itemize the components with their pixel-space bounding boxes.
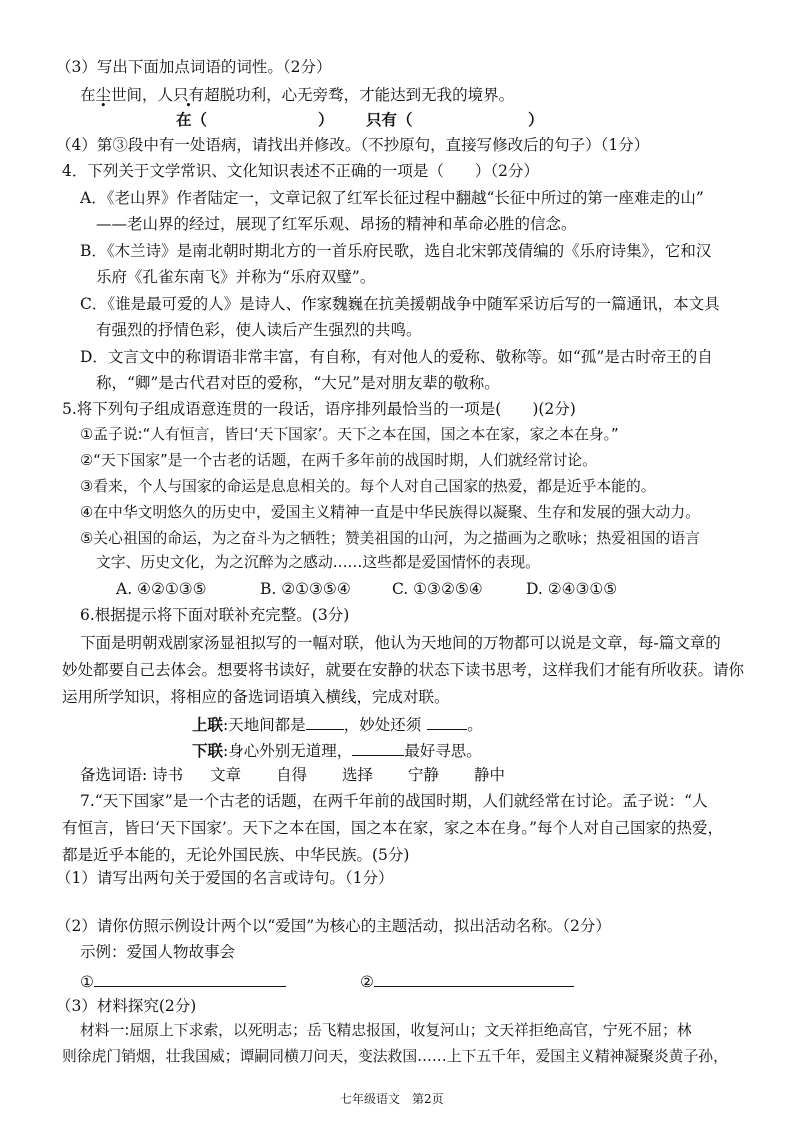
- q5-option-d: D. ②④③①⑤: [526, 580, 618, 598]
- answer-zhiyou-label: 只有（: [366, 110, 413, 129]
- q4-option-b-line1: B．《木兰诗》是南北朝时期北方的一首乐府民歌，选自北宋郭茂倩编的《乐府诗集》，它和汉: [80, 242, 712, 260]
- activity-blank-1[interactable]: [94, 970, 286, 987]
- candidate-word: 静中: [473, 766, 505, 784]
- q3-4: （4）第③段中有一处语病，请找出并修改。（不抄原句，直接写修改后的句子）（1分）: [56, 136, 650, 154]
- circle-number-2: ②: [360, 973, 374, 991]
- candidate-words-label: 备选词语:: [80, 766, 148, 784]
- candidate-word: 诗书: [152, 766, 184, 784]
- candidate-word: 文章: [210, 766, 242, 784]
- q6-para-line1: 下面是明朝戏剧家汤显祖拟写的一幅对联，他认为天地间的万物都可以说是文章，每-篇文章的: [80, 634, 721, 652]
- couplet-upper: [192, 713, 483, 735]
- couplet-upper-text-c: 。: [467, 716, 483, 734]
- q4-option-a-line2: ——老山界的经过，展现了红军乐观、昂扬的精神和革命必胜的信念。: [96, 215, 577, 233]
- q4-stem: 4．下列关于文学常识、文化知识表述不正确的一项是（ ）（2分）: [62, 162, 539, 180]
- q5-sentence-3: ③看来，个人与国家的命运是息息相关的。每个人对自己国家的热爱，都是近乎本能的。: [80, 478, 656, 495]
- material-1-line2: 则徐虎门销烟，壮我国威；谭嗣同横刀问天，变法救国……上下五千年，爱国主义精神凝聚炎黄子孙，: [62, 1048, 728, 1065]
- answer-zai-label: 在（: [176, 110, 208, 129]
- couplet-blank-3[interactable]: [352, 739, 404, 756]
- couplet-upper-text-a: :天地间都是: [223, 716, 306, 734]
- candidate-words: [80, 766, 505, 785]
- sentence-rest: 超脱功利，心无旁骛，才能达到无我的境界。: [204, 86, 515, 104]
- couplet-blank-1[interactable]: [306, 713, 344, 730]
- activity-answer-2: [360, 970, 574, 992]
- q4-option-b-line2: 乐府《孔雀东南飞》并称为“乐府双璧”。: [96, 268, 376, 286]
- candidate-word: 宁静: [407, 766, 439, 784]
- q5-sentence-5-line1: ⑤关心祖国的命运，为之奋斗为之牺牲；赞美祖国的山河，为之描画为之歌咏；热爱祖国的语言: [80, 530, 700, 547]
- couplet-lower-text-b: 最好寻思。: [404, 742, 482, 760]
- material-1-line1: 材料一:屈原上下求索，以死明志；岳飞精忠报国，收复河山；文天祥拒绝高官，宁死不屈；林: [80, 1022, 692, 1039]
- q5-sentence-4: ④在中华文明悠久的历史中，爱国主义精神一直是中华民族得以凝聚、生存和发展的强大动力。: [80, 504, 700, 521]
- q4-option-a-line1: A．《老山界》作者陆定一，文章记叙了红军长征过程中翻越“长征中所过的第一座难走的山”: [80, 189, 704, 207]
- couplet-lower: [192, 739, 482, 761]
- dotted-word-zhiyou: 只有: [173, 86, 205, 104]
- q3-3-sentence: [80, 86, 514, 105]
- activity-blank-2[interactable]: [374, 970, 574, 987]
- circle-number-1: ①: [80, 973, 94, 991]
- q4-option-c-line2: 有强烈的抒情色彩，使人读后产生强烈的共鸣。: [96, 321, 422, 339]
- q7-example: 示例：爱国人物故事会: [80, 943, 236, 961]
- q6-para-line3: 运用所学知识，将相应的备选词语填入横线，完成对联。: [62, 688, 450, 706]
- answer-zai-close: ）: [318, 110, 334, 129]
- q3-3-title: （3）写出下面加点词语的词性。（2分）: [56, 58, 332, 76]
- q5-sentence-2: ②“天下国家”是一个古老的话题，在两千多年前的战国时期，人们就经常讨论。: [80, 452, 597, 469]
- candidate-word: 选择: [342, 766, 374, 784]
- couplet-lower-text-a: :身心外别无道理，: [223, 742, 353, 760]
- q7-para-line2: 有恒言，皆曰‘天下国家’。天下之本在国，国之本在家，家之本在身。”每个人对自己国家的热爱，: [62, 819, 724, 837]
- q7-sub1: （1）请写出两句关于爱国的名言或诗句。（1分）: [56, 869, 394, 887]
- page-footer: 七年级语文 第2页: [340, 1092, 444, 1106]
- q5-stem: 5.将下列句子组成语意连贯的一段话，语序排列最恰当的一项是( )(2分): [62, 400, 576, 418]
- sentence-pre: 在: [80, 86, 96, 104]
- q7-para-line3: 都是近乎本能的，无论外国民族、中华民族。(5分): [62, 846, 410, 864]
- answer-zhiyou-close: ）: [528, 110, 544, 129]
- q4-option-d-line2: 称，“卿”是古代君对臣的爱称，“大兄”是对朋友辈的敬称。: [96, 374, 500, 392]
- q5-option-c: C. ①③②⑤④: [392, 580, 483, 598]
- q5-sentence-1: ①孟子说:“人有恒言，皆曰‘天下国家’。天下之本在国，国之本在家，家之本在身。”: [80, 426, 619, 443]
- couplet-upper-label: 上联: [192, 715, 224, 734]
- couplet-lower-label: 下联: [192, 741, 224, 760]
- q6-para-line2: 妙处都要自己去体会。想要将书读好，就要在安静的状态下读书思考，这样我们才能有所收获。请你: [62, 661, 745, 679]
- q7-para-line1: 7.“天下国家”是一个古老的话题，在两千年前的战国时期，人们就经常在讨论。孟子说：“人: [80, 792, 708, 810]
- q5-option-a: A. ④②①③⑤: [116, 580, 207, 598]
- couplet-upper-text-b: ，妙处还须: [343, 716, 422, 734]
- q7-sub3: （3）材料探究(2分): [56, 997, 197, 1015]
- q6-stem: 6.根据提示将下面对联补充完整。(3分): [80, 606, 350, 624]
- dotted-word-chen: 尘: [95, 86, 112, 104]
- sentence-mid: 世间，人: [111, 86, 174, 104]
- q7-sub2: （2）请你仿照示例设计两个以“爱国”为核心的主题活动，拟出活动名称。（2分）: [56, 917, 611, 935]
- activity-answer-1: [80, 970, 286, 992]
- q4-option-d-line1: D．文言文中的称谓语非常丰富，有自称，有对他人的爱称、敬称等。如“孤”是古时帝王的自: [80, 348, 713, 366]
- q5-sentence-5-line2: 文字、历史文化，为之沉醉为之感动……这些都是爱国情怀的表现。: [96, 554, 540, 571]
- q5-option-b: B. ②①③⑤④: [260, 580, 351, 598]
- q4-option-c-line1: C．《谁是最可爱的人》是诗人、作家魏巍在抗美援朝战争中随军采访后写的一篇通讯，本文具: [80, 295, 720, 313]
- couplet-blank-2[interactable]: [427, 713, 467, 730]
- candidate-word: 自得: [276, 766, 308, 784]
